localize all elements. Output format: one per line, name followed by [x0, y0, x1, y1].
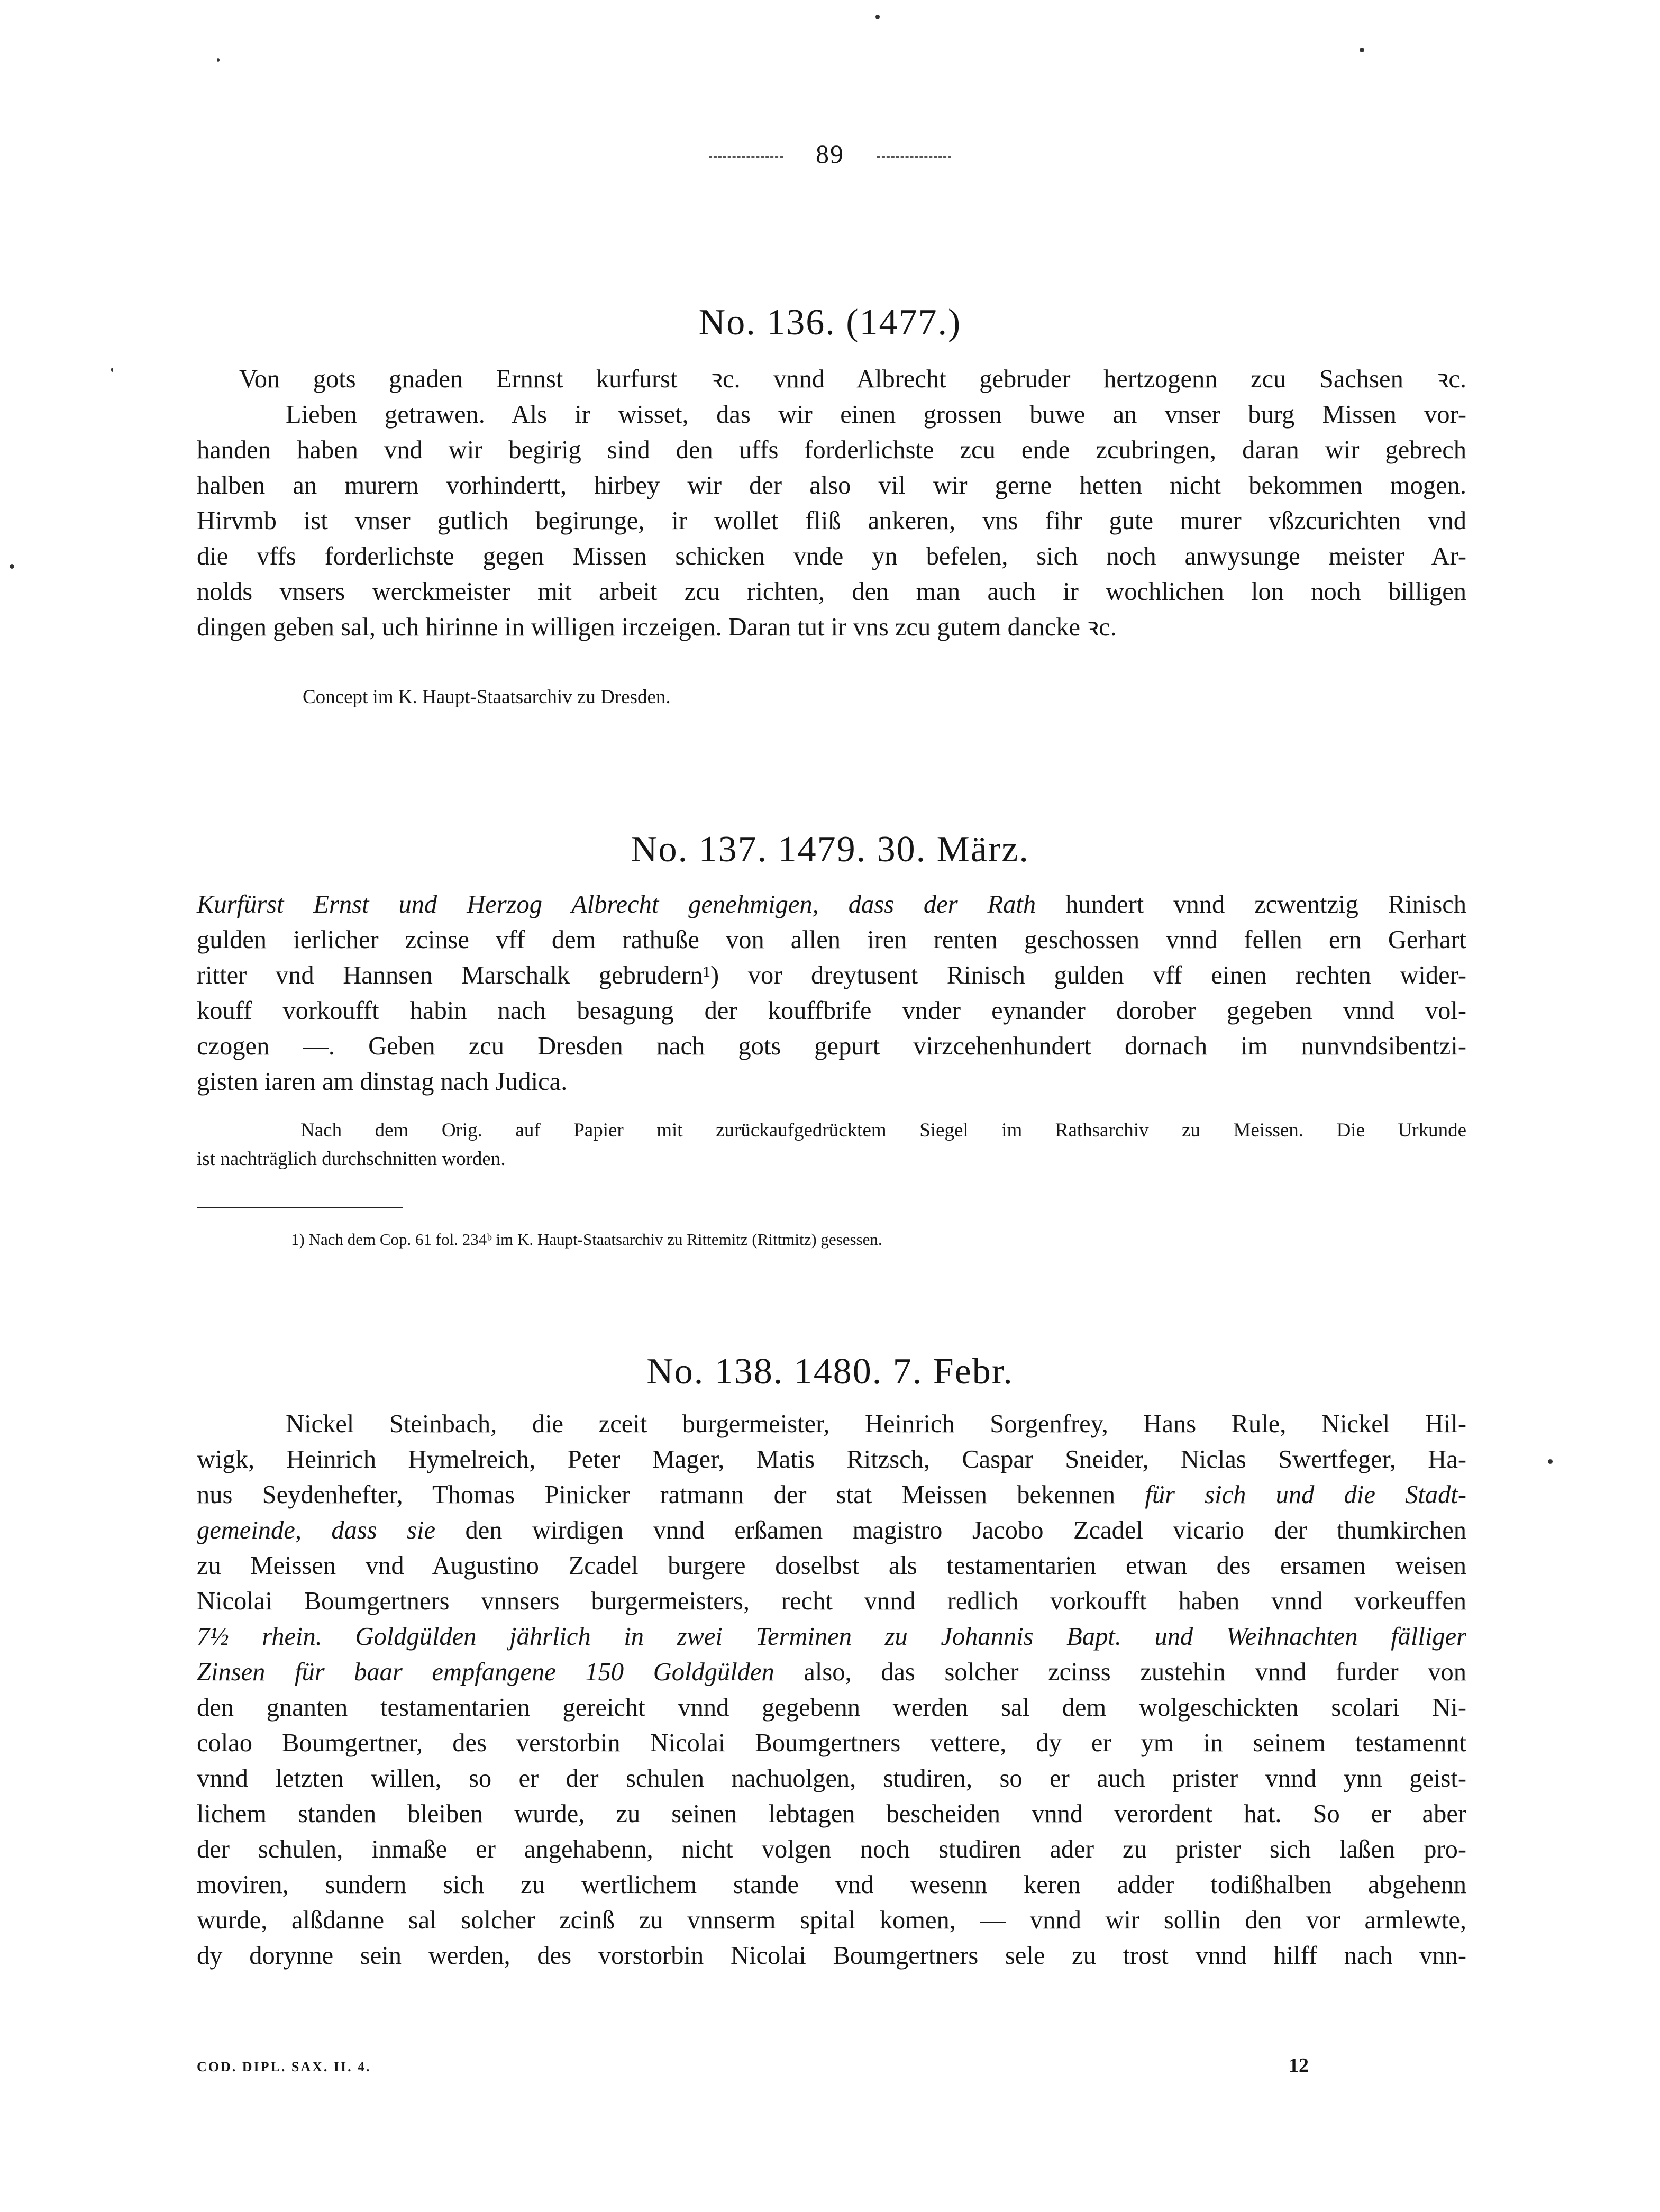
entry-137-footnote: 1) Nach dem Cop. 61 fol. 234ᵇ im K. Haupt-Staatsarchiv zu Rittemitz (Rittmitz) gesessen.	[291, 1230, 882, 1249]
entry-137-text	[197, 887, 1466, 1099]
entry-138-line: vnnd letzten willen, so er der schulen nachuolgen, studiren, so er auch prister vnnd ynn geist-	[197, 1764, 1466, 1792]
entry-138-line: wigk, Heinrich Hymelreich, Peter Mager, Matis Ritzsch, Caspar Sneider, Niclas Swertfeger, Ha-	[197, 1445, 1466, 1473]
entry-136-line: nolds vnsers werckmeister mit arbeit zcu richten, den man auch ir wochlichen lon noch billigen	[197, 578, 1466, 606]
scan-speck	[1548, 1459, 1553, 1464]
entry-136-archive-note: Concept im K. Haupt-Staatsarchiv zu Dresden.	[303, 686, 671, 708]
entry-137-line: gisten iaren am dinstag nach Judica.	[197, 1068, 568, 1096]
sheet-number: 12	[1289, 2054, 1309, 2077]
entry-137-line: kouff vorkoufft habin nach besagung der kouffbrife vnder eynander dorober gegeben vnnd vol-	[197, 997, 1466, 1025]
entry-138-line: Zinsen für baar empfangene 150 Goldgülden also, das solcher zcinss zustehin vnnd furder von	[197, 1658, 1466, 1686]
entry-136-line: handen haben vnd wir begirig sind den uffs forderlichste zcu ende zcubringen, daran wir gebrech	[197, 436, 1466, 464]
entry-136-line: Von gots gnaden Ernnst kurfurst ꝛc. vnnd Albrecht gebruder hertzogenn zcu Sachsen ꝛc.	[239, 365, 1466, 393]
entry-138-line: wurde, alßdanne sal solcher zcinß zu vnnserm spital komen, — vnnd wir sollin den vor armlewte,	[197, 1906, 1466, 1934]
entry-138-line: Nicolai Boumgertners vnnsers burgermeisters, recht vnnd redlich vorkoufft haben vnnd vorkeuffen	[197, 1587, 1466, 1615]
page-number-dash-left	[709, 156, 783, 158]
scan-speck	[1360, 48, 1364, 52]
entry-138-line: lichem standen bleiben wurde, zu seinen lebtagen bescheiden vnnd verordent hat. So er aber	[197, 1800, 1466, 1828]
entry-138-line: Nickel Steinbach, die zceit burgermeister, Heinrich Sorgenfrey, Hans Rule, Nickel Hil-	[286, 1410, 1466, 1438]
entry-138-line: colao Boumgertner, des verstorbin Nicolai Boumgertners vettere, dy er ym in seinem testamennt	[197, 1729, 1466, 1757]
entry-136-line: Hirvmb ist vnser gutlich begirunge, ir wollet fliß ankeren, vns fihr gute murer vßzcurichten vnd	[197, 507, 1466, 535]
entry-138-line: den gnanten testamentarien gereicht vnnd gegebenn werden sal dem wolgeschickten scolari Ni-	[197, 1694, 1466, 1722]
entry-138-line: gemeinde, dass sie den wirdigen vnnd erßamen magistro Jacobo Zcadel vicario der thumkirchen	[197, 1516, 1466, 1544]
entry-136-line: die vffs forderlichste gegen Missen schicken vnde yn befelen, sich noch anwysunge meister Ar-	[197, 542, 1466, 570]
scan-speck	[10, 564, 14, 569]
entry-137-line: Kurfürst Ernst und Herzog Albrecht genehmigen, dass der Rath hundert vnnd zcwentzig Rinisch	[197, 890, 1466, 918]
entry-137-line: ritter vnd Hannsen Marschalk gebrudern¹) vor dreytusent Rinisch gulden vff einen rechten wider-	[197, 961, 1466, 989]
scan-speck	[875, 15, 880, 19]
entry-138-line: nus Seydenhefter, Thomas Pinicker ratmann der stat Meissen bekennen für sich und die Stadt-	[197, 1481, 1466, 1509]
scan-speck	[111, 368, 113, 372]
entry-137-line: gulden ierlicher zcinse vff dem rathuße von allen iren renten geschossen vnnd fellen ern Gerhart	[197, 926, 1466, 954]
entry-138-text	[197, 1406, 1466, 1973]
entry-138-line: dy dorynne sein werden, des vorstorbin Nicolai Boumgertners sele zu trost vnnd hilff nach vnn-	[197, 1942, 1466, 1970]
scan-speck	[217, 58, 220, 62]
entry-138-line: 7½ rhein. Goldgülden jährlich in zwei Terminen zu Johannis Bapt. und Weihnachten fälliger	[197, 1623, 1466, 1651]
entry-136-line: Lieben getrawen. Als ir wisset, das wir einen grossen buwe an vnser burg Missen vor-	[286, 400, 1466, 429]
page-number: 89	[0, 139, 1660, 169]
entry-137-line: czogen —. Geben zcu Dresden nach gots gepurt virzcehenhundert dornach im nunvndsibentzi-	[197, 1032, 1466, 1060]
entry-137-regest: Kurfürst Ernst und Herzog Albrecht genehmigen, dass der Rath	[197, 890, 1036, 918]
sheet-signature: COD. DIPL. SAX. II. 4.	[197, 2059, 371, 2074]
entry-137-heading: No. 137. 1479. 30. März.	[631, 829, 1029, 870]
page-number-dash-right	[877, 156, 951, 158]
entry-138-heading: No. 138. 1480. 7. Febr.	[646, 1351, 1014, 1392]
entry-136-heading: No. 136. (1477.)	[698, 302, 962, 343]
entry-138-line: der schulen, inmaße er angehabenn, nicht volgen noch studiren ader zu prister sich laßen pro-	[197, 1835, 1466, 1863]
footnote-rule	[197, 1207, 403, 1208]
entry-138-line: zu Meissen vnd Augustino Zcadel burgere doselbst als testamentarien etwan des ersamen weisen	[197, 1552, 1466, 1580]
entry-138-line: moviren, sundern sich zu wertlichem stande vnd wesenn keren adder todißhalben abgehenn	[197, 1871, 1466, 1899]
entry-136-text	[197, 361, 1466, 645]
entry-137-archive-note: Nach dem Orig. auf Papier mit zurückaufgedrücktem Siegel im Rathsarchiv zu Meissen. Die Urkunde ist nachträglich durchschnitten worden.	[197, 1119, 1466, 1170]
entry-136-line: dingen geben sal, uch hirinne in willigen irczeigen. Daran tut ir vns zcu gutem dancke ꝛc.	[197, 613, 1117, 641]
entry-136-line: halben an murern vorhindertt, hirbey wir der also vil wir gerne hetten nicht bekommen mogen.	[197, 471, 1466, 499]
